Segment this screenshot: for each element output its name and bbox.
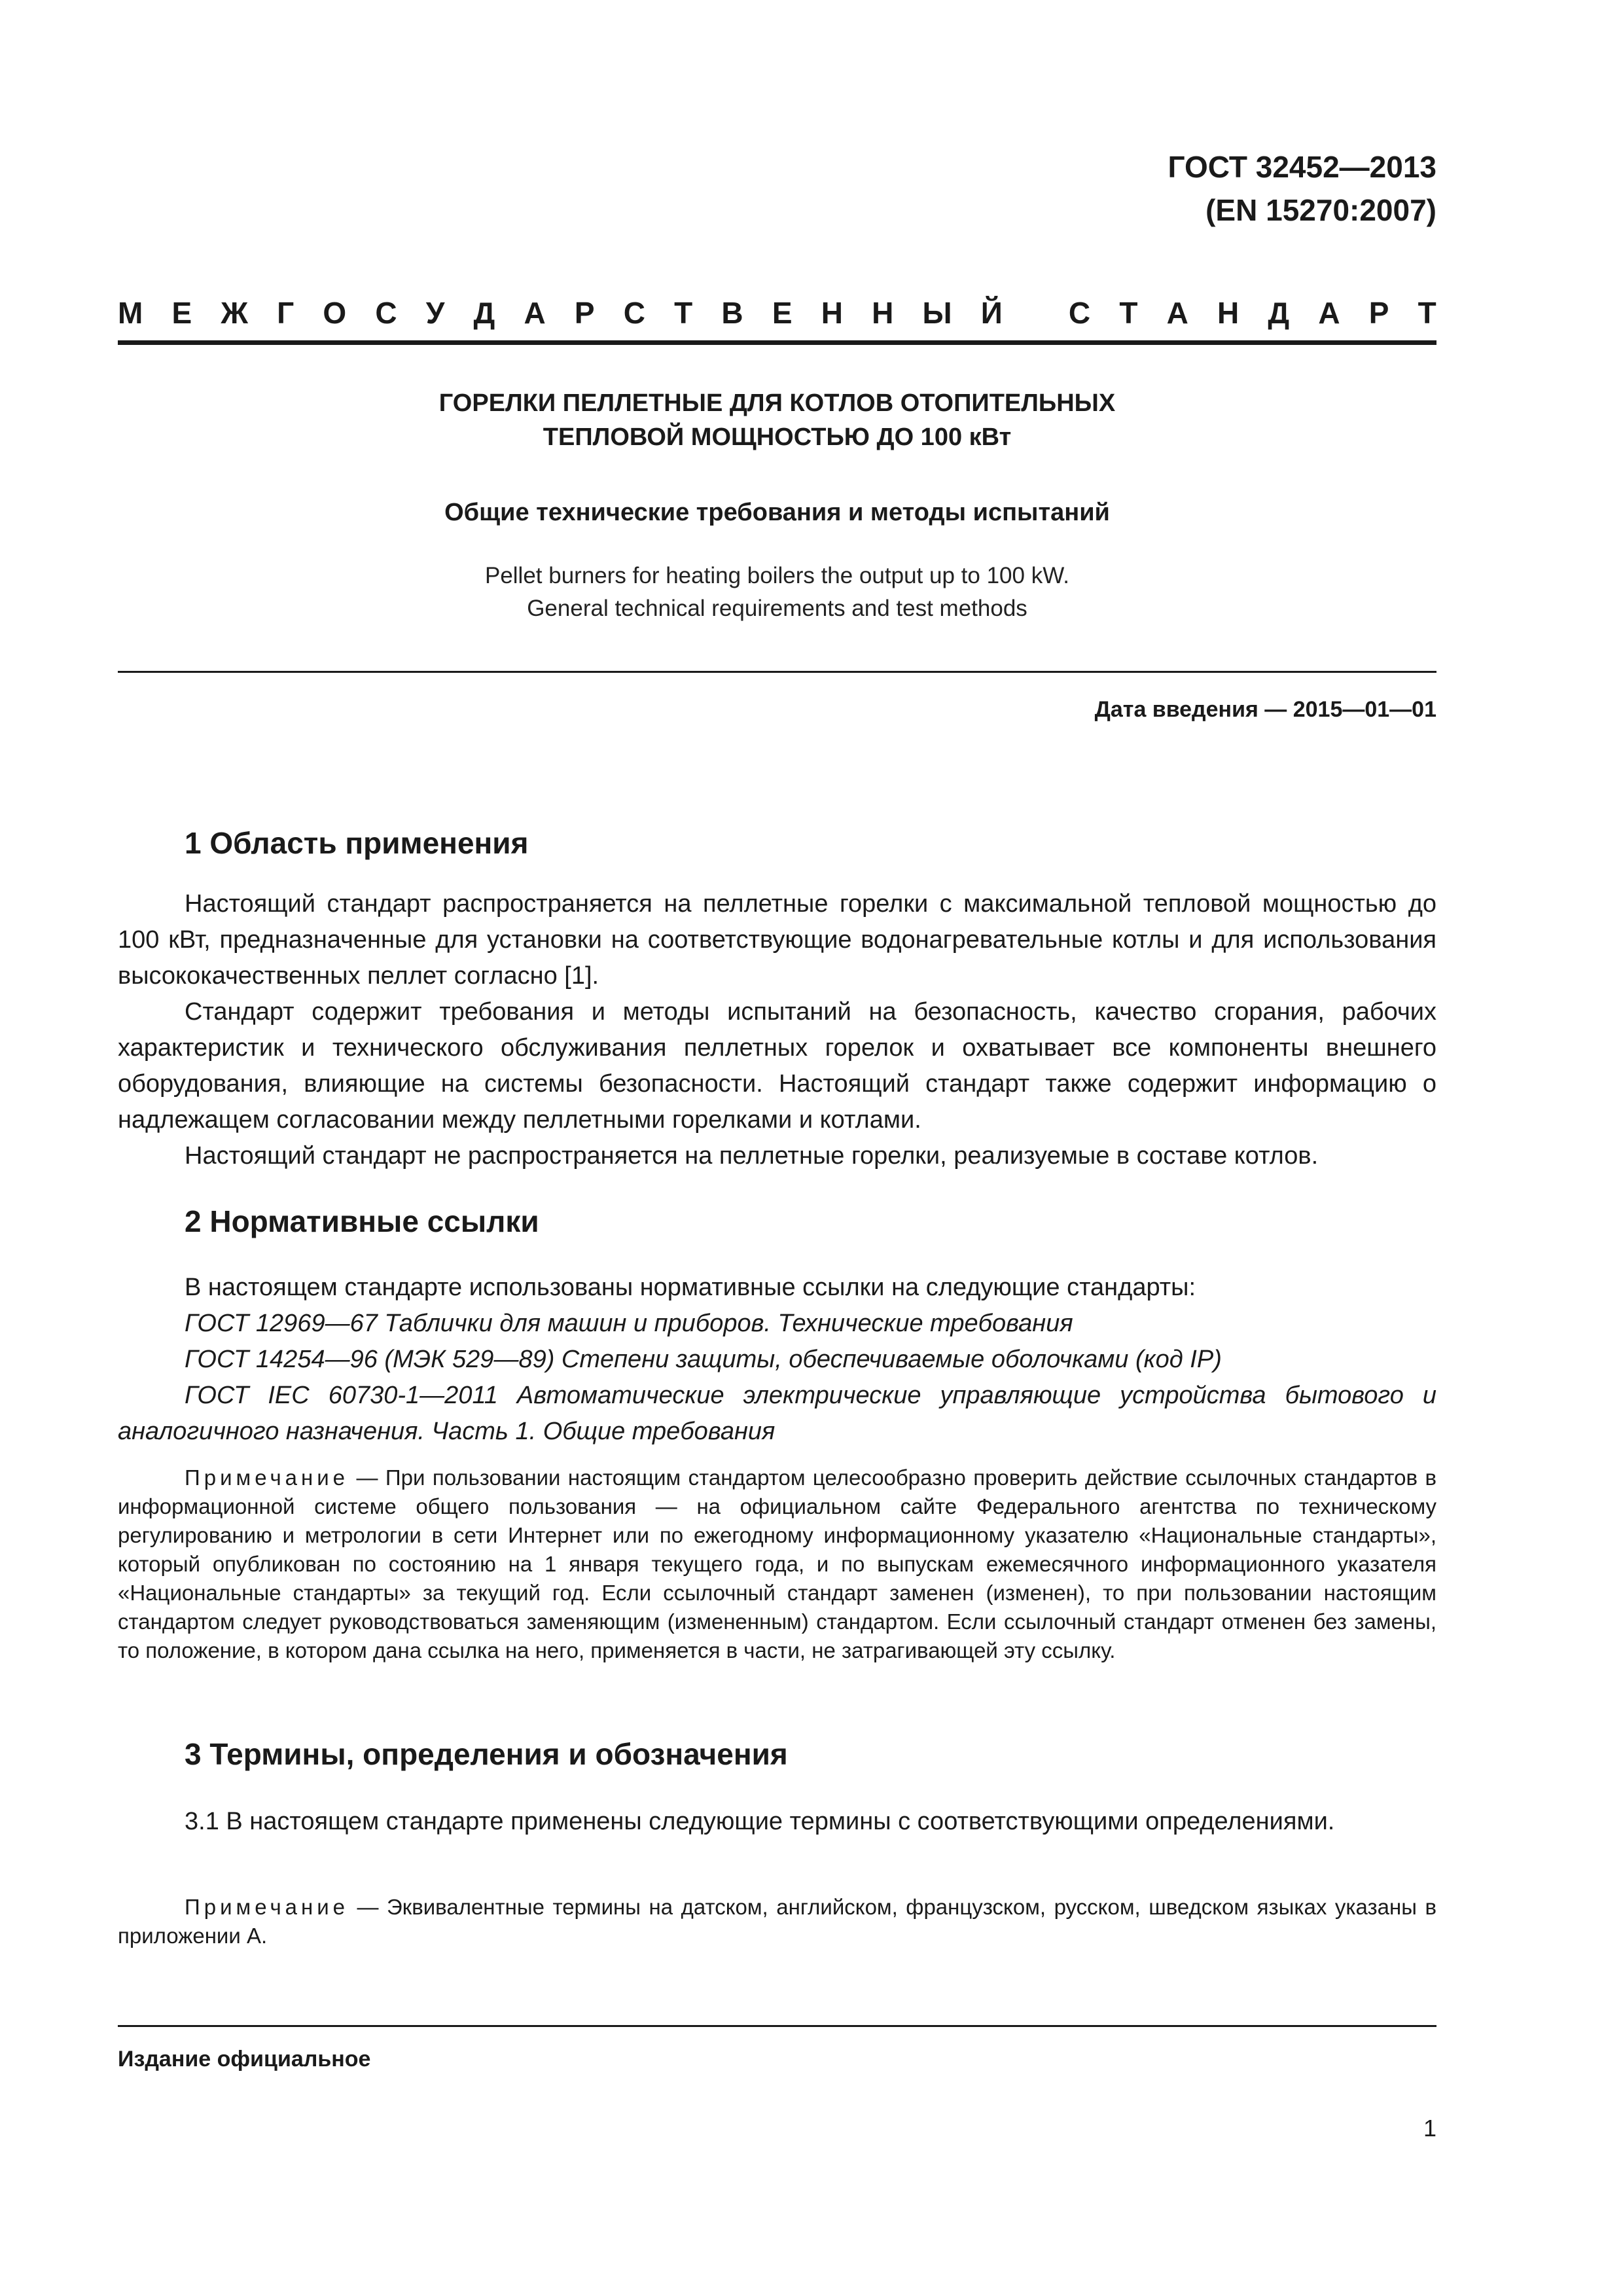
note-label: Примечание — [185, 1465, 349, 1490]
banner-letter: Ж — [221, 296, 248, 330]
section-2-body — [118, 1270, 1436, 1450]
section-2-intro: В настоящем стандарте использованы нормативные ссылки на следующие стандарты: — [185, 1274, 1196, 1301]
banner-letter: М — [118, 296, 143, 330]
banner-letter: Т — [674, 296, 693, 330]
english-title-line: Pellet burners for heating boilers the output up to 100 kW. — [484, 563, 1070, 588]
standard-number-block — [1168, 145, 1436, 232]
section-3-note — [118, 1893, 1436, 1950]
top-rule — [118, 340, 1436, 345]
normative-reference: ГОСТ IEC 60730-1—2011 Автоматические электрические управляющие устройства бытового и аналогичного назначения. Часть 1. Общие требования — [118, 1382, 1436, 1445]
banner-letter: Н — [1217, 296, 1240, 330]
introduction-date: Дата введения — 2015—01—01 — [1094, 697, 1436, 722]
banner-letter: Й — [980, 296, 1003, 330]
banner-letter: С — [1068, 296, 1091, 330]
document-title — [118, 386, 1436, 454]
section-1-heading: 1 Область применения — [185, 826, 529, 860]
banner-letter: Е — [772, 296, 793, 330]
section-3-body — [118, 1804, 1436, 1840]
title-rule — [118, 671, 1436, 673]
section-1-paragraph: Настоящий стандарт не распространяется на пеллетные горелки, реализуемые в составе котлов. — [185, 1142, 1319, 1170]
banner-letter: А — [1318, 296, 1340, 330]
banner-letter: Н — [821, 296, 843, 330]
banner-letter: Д — [1268, 296, 1290, 330]
banner-letter: Н — [872, 296, 894, 330]
section-2-note — [118, 1463, 1436, 1665]
section-1-paragraph: Стандарт содержит требования и методы испытаний на безопасность, качество сгорания, рабочих характеристик и технического обслуживания пеллетных горелок и охватывает все компоненты внешнего оборудования, влияющие на системы безопасности. Настоящий стандарт также содержит информацию о надлежащем согласовании между пеллетными горелками и котлами. — [118, 998, 1436, 1134]
banner-letter: Е — [171, 296, 192, 330]
banner-letter: С — [375, 296, 397, 330]
section-2-heading: 2 Нормативные ссылки — [185, 1204, 539, 1238]
note-label: Примечание — [185, 1895, 349, 1919]
banner-letter: Д — [473, 296, 495, 330]
banner-letter: В — [721, 296, 743, 330]
banner-letter: Р — [574, 296, 595, 330]
note-text: — Эквивалентные термины на датском, английском, французском, русском, шведском языках указаны в приложении А. — [118, 1895, 1436, 1948]
banner-letter: О — [323, 296, 347, 330]
standard-number: ГОСТ 32452—2013 — [1168, 150, 1436, 184]
banner-letter: С — [623, 296, 645, 330]
section-3-heading: 3 Термины, определения и обозначения — [185, 1737, 788, 1771]
interstate-standard-banner — [118, 295, 1436, 331]
section-3-paragraph: 3.1 В настоящем стандарте применены следующие термины с соответствующими определениями. — [185, 1808, 1335, 1835]
note-text: — При пользовании настоящим стандартом целесообразно проверить действие ссылочных стандартов в информационной системе общего пользования — на официальном сайте Федерального агентства по техническому регулированию и метрологии в сети Интернет или по ежегодному информационному указателю «Национальные стандарты», который опубликован по состоянию на 1 января текущего года, и по выпускам ежемесячного информационного указателя «Национальные стандарты» за текущий год. Если ссылочный стандарт заменен (изменен), то при пользовании настоящим стандартом следует руководствоваться заменяющим (измененным) стандартом. Если ссылочный стандарт отменен без замены, то положение, в котором дана ссылка на него, применяется в части, не затрагивающей эту ссылку. — [118, 1465, 1436, 1662]
section-1-paragraph: Настоящий стандарт распространяется на пеллетные горелки с максимальной тепловой мощностью до 100 кВт, предназначенные для установки на соответствующие водонагревательные котлы и для использования высококачественных пеллет согласно [1]. — [118, 890, 1436, 990]
english-title-line: General technical requirements and test methods — [527, 596, 1027, 621]
document-subtitle: Общие технические требования и методы испытаний — [444, 499, 1110, 526]
banner-letter: А — [1166, 296, 1188, 330]
official-edition-label: Издание официальное — [118, 2047, 371, 2072]
english-title — [118, 560, 1436, 625]
page-number: 1 — [1423, 2115, 1436, 2142]
banner-letter: Т — [1119, 296, 1138, 330]
banner-letter: Г — [277, 296, 294, 330]
section-1-body — [118, 886, 1436, 1174]
footer-rule — [118, 2025, 1436, 2027]
banner-letter: Р — [1368, 296, 1389, 330]
banner-letter: Т — [1418, 296, 1436, 330]
banner-letter: Ы — [922, 296, 952, 330]
banner-gap — [1031, 295, 1040, 331]
normative-reference: ГОСТ 14254—96 (МЭК 529—89) Степени защиты, обеспечиваемые оболочками (код IP) — [185, 1346, 1222, 1373]
banner-letter: У — [425, 296, 445, 330]
banner-letter: А — [524, 296, 546, 330]
title-line: ТЕПЛОВОЙ МОЩНОСТЬЮ ДО 100 кВт — [543, 423, 1012, 451]
en-standard-number: (EN 15270:2007) — [1205, 193, 1436, 227]
title-line: ГОРЕЛКИ ПЕЛЛЕТНЫЕ ДЛЯ КОТЛОВ ОТОПИТЕЛЬНЫХ — [438, 389, 1116, 417]
normative-reference: ГОСТ 12969—67 Таблички для машин и приборов. Технические требования — [185, 1310, 1073, 1337]
